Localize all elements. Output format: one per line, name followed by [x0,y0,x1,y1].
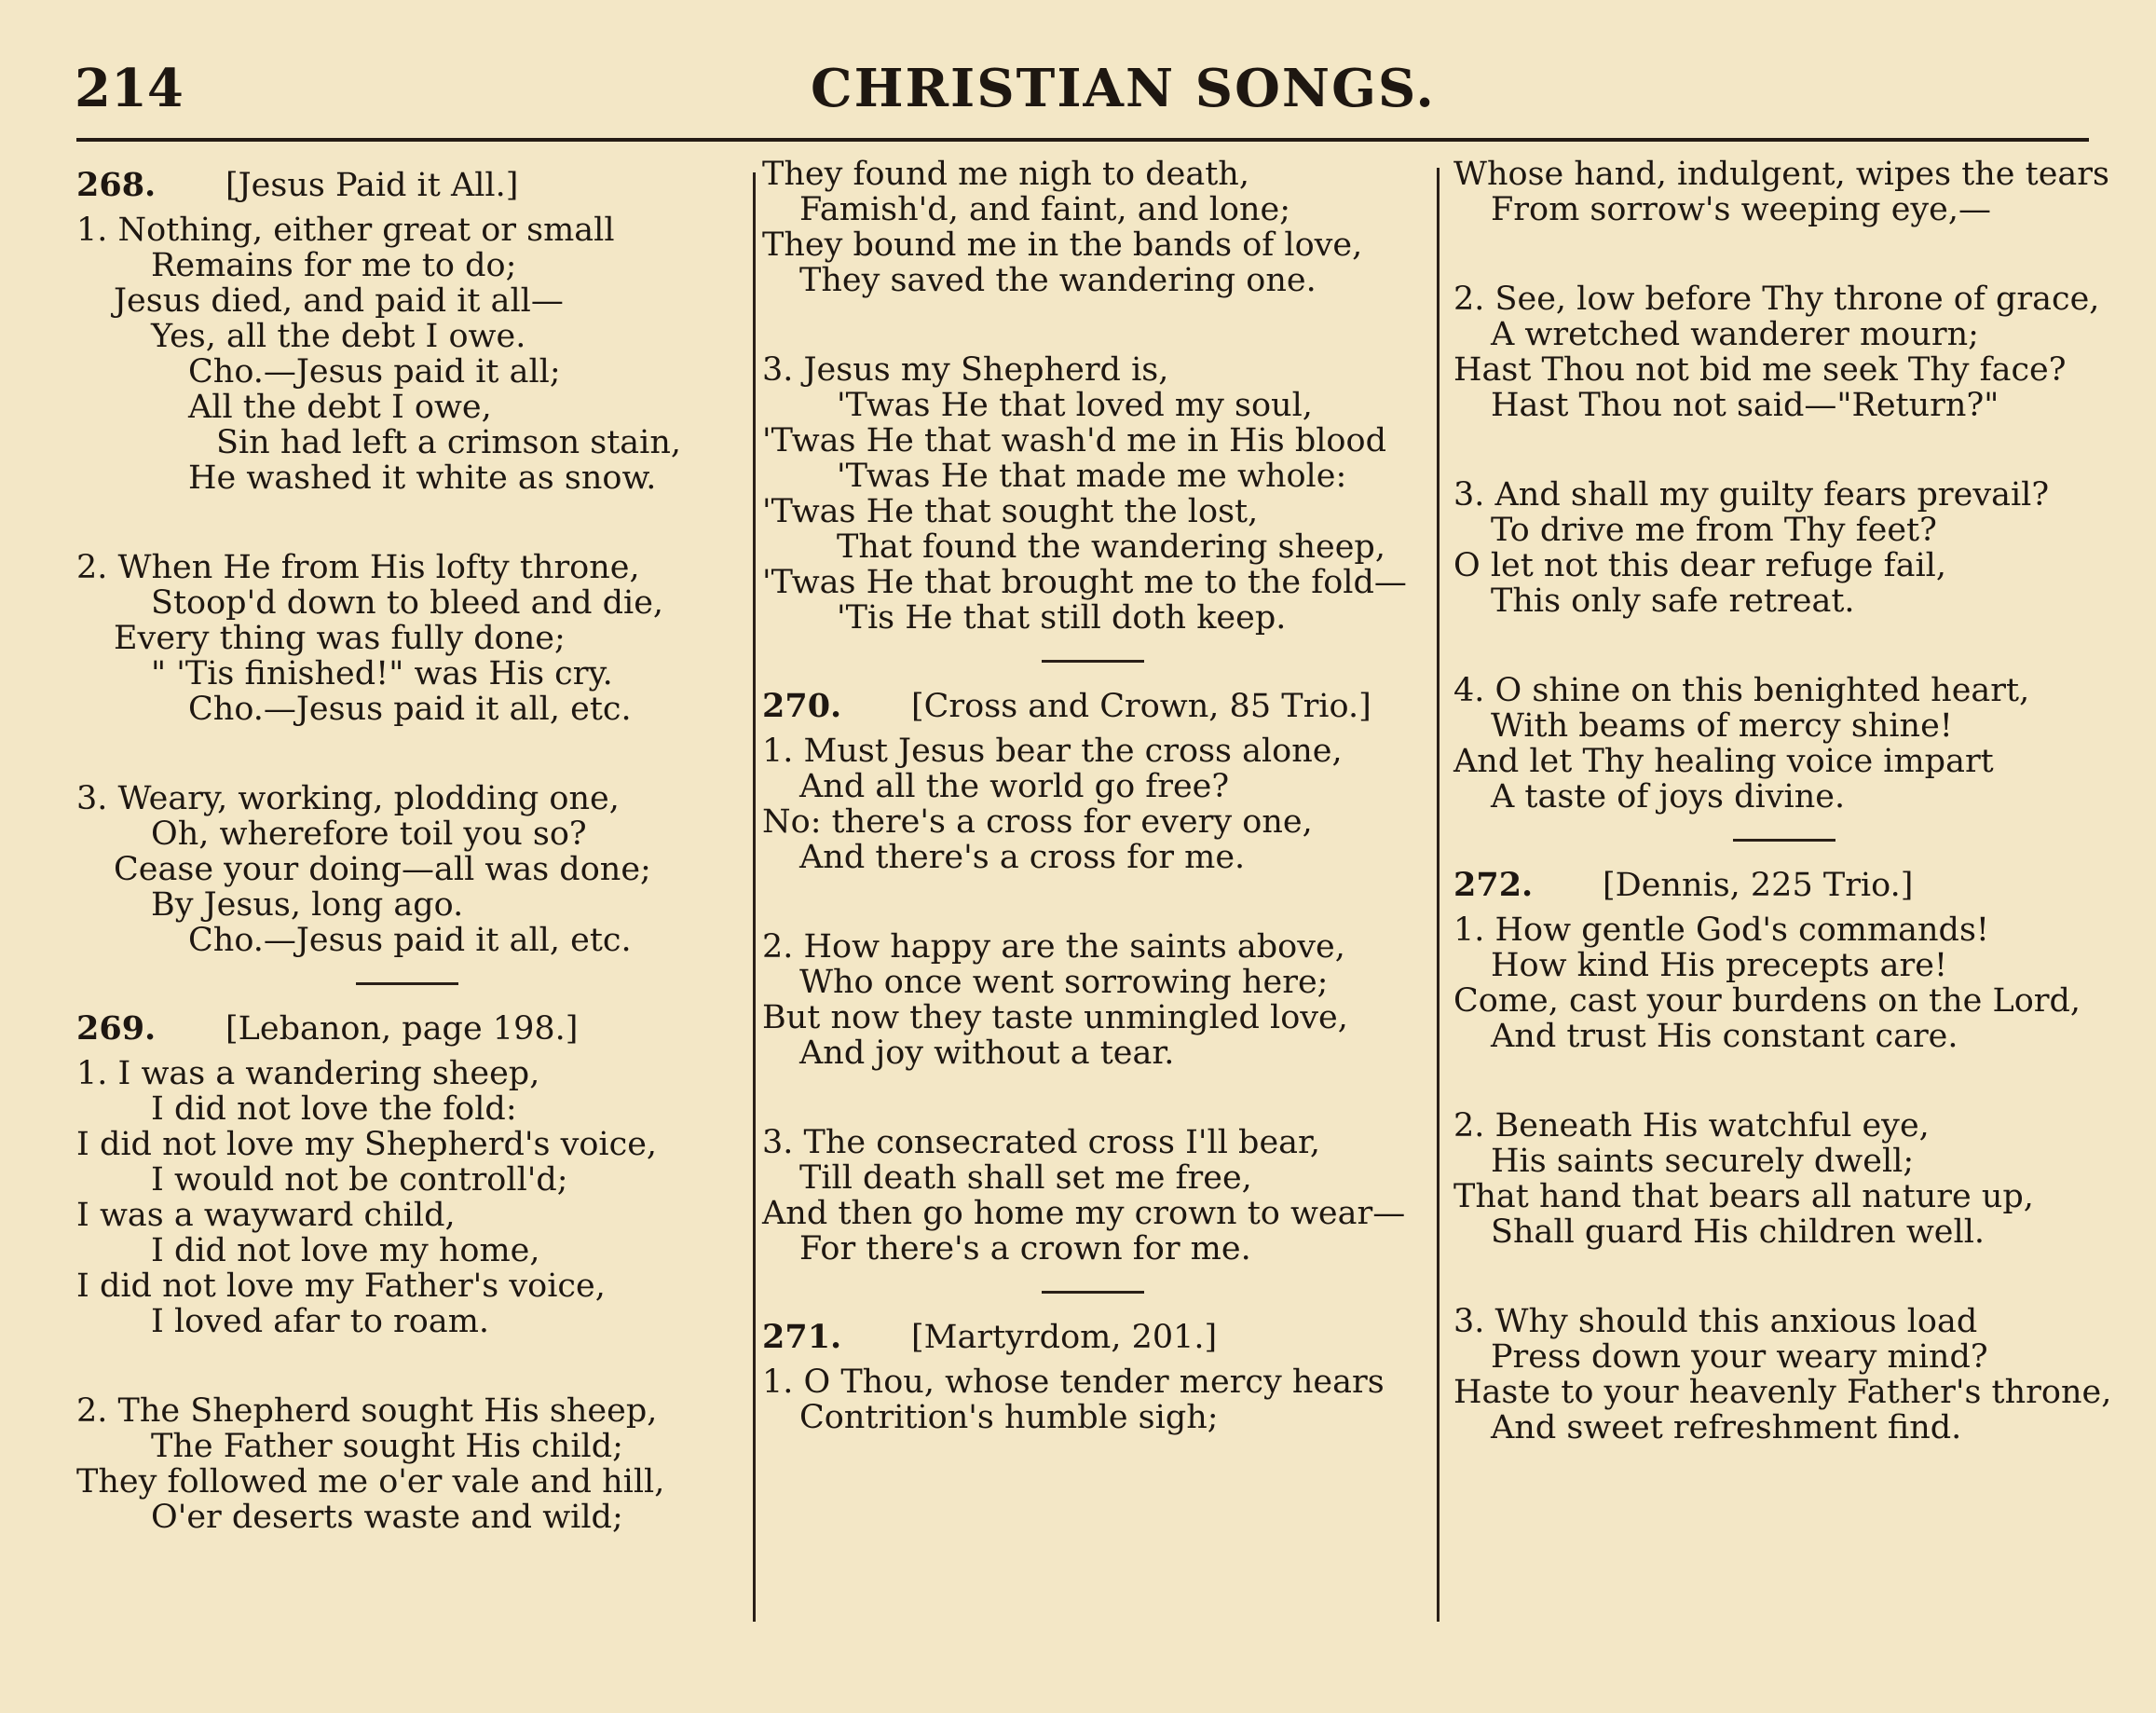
stanza-gap [76,727,729,781]
verse-line: 1. How gentle God's commands! [1453,911,1989,949]
verse-line: 'Tis He that still doth keep. [837,599,1287,637]
hymn-heading [762,1320,1433,1355]
verse-line: 2. See, low before Thy throne of grace, [1453,281,2100,318]
header-rule [76,138,2089,142]
tune-reference: [Martyrdom, 201.] [911,1319,1218,1356]
section-rule [356,982,458,985]
verse-line: 3. The consecrated cross I'll bear, [762,1124,1321,1161]
verse-line: By Jesus, long ago. [151,886,464,924]
verse-line: I did not love my Father's voice, [76,1268,606,1305]
verse-line: And joy without a tear. [799,1035,1175,1072]
verse-line: With beams of mercy shine! [1491,707,1953,745]
verse-line: Stoop'd down to bleed and die, [151,584,664,622]
verse-line: I would not be controll'd; [151,1161,568,1199]
verse-line: Who once went sorrowing here; [799,964,1329,1001]
verse-line: 'Twas He that sought the lost, [762,493,1259,530]
verse-line: For there's a crown for me. [799,1230,1251,1268]
hymn-heading [762,689,1433,724]
hymn-heading [76,1011,729,1047]
stanza-gap [762,298,1433,352]
verse-line: 3. And shall my guilty fears prevail? [1453,476,2050,514]
verse-line: And there's a cross for me. [799,839,1246,876]
verse-line: 3. Why should this anxious load [1453,1303,1978,1340]
verse-line: How kind His precepts are! [1491,947,1948,984]
verse-line: 1. I was a wandering sheep, [76,1055,540,1092]
section-rule [1042,660,1144,663]
verse-line: 'Twas He that brought me to the fold— [762,564,1407,601]
verse-line: 1. Must Jesus bear the cross alone, [762,733,1343,770]
stanza-gap [1453,619,2124,673]
section-rule [1042,1291,1144,1294]
verse-line: They followed me o'er vale and hill, [76,1463,665,1501]
verse-line: Famish'd, and faint, and lone; [799,191,1290,228]
verse-line: From sorrow's weeping eye,— [1491,191,1992,228]
verse-line: And sweet refreshment find. [1491,1409,1962,1446]
verse-line: I did not love my Shepherd's voice, [76,1126,658,1163]
verse-line: Till death shall set me free, [799,1159,1252,1197]
verse-line: I did not love my home, [151,1232,540,1269]
verse-line: And trust His constant care. [1491,1018,1958,1055]
stanza-gap [1453,1054,2124,1108]
verse-line: Oh, wherefore toil you so? [151,815,587,853]
verse-line: They found me nigh to death, [762,156,1249,193]
column-divider-right [1437,168,1440,1622]
column-right [1453,157,2124,1446]
verse-line: O'er deserts waste and wild; [151,1499,623,1536]
verse-line: Come, cast your burdens on the Lord, [1453,982,2081,1020]
verse-line: I was a wayward child, [76,1197,456,1234]
verse-line: I loved afar to roam. [151,1303,490,1340]
verse-line: 2. The Shepherd sought His sheep, [76,1392,658,1430]
verse-line: They bound me in the bands of love, [762,226,1363,264]
hymn-number: 271. [762,1318,842,1356]
verse-line: Cho.—Jesus paid it all, etc. [188,691,632,728]
verse-line: Whose hand, indulgent, wipes the tears [1453,156,2109,193]
verse-line: They saved the wandering one. [799,262,1317,299]
verse-line: Shall guard His children well. [1491,1213,1985,1251]
column-middle [762,157,1433,1435]
verse-line: 2. When He from His lofty throne, [76,549,640,586]
verse-line: No: there's a cross for every one, [762,803,1313,841]
verse-line: 'Twas He that wash'd me in His blood [762,422,1386,459]
verse-line: 2. How happy are the saints above, [762,928,1345,966]
stanza-gap [76,496,729,550]
verse-line: Cho.—Jesus paid it all; [188,353,561,391]
verse-line: That found the wandering sheep, [837,528,1385,566]
verse-line: That hand that bears all nature up, [1453,1178,2034,1215]
verse-line: And let Thy healing voice impart [1453,743,1994,780]
verse-line: Remains for me to do; [151,247,517,284]
column-divider-left [753,172,756,1622]
hymn-number: 270. [762,687,842,725]
tune-reference: [Dennis, 225 Trio.] [1603,867,1914,904]
verse-line: His saints securely dwell; [1491,1143,1915,1180]
column-left [76,157,729,1535]
verse-line: Press down your weary mind? [1491,1338,1988,1376]
verse-line: Contrition's humble sigh; [799,1399,1219,1436]
verse-line: This only safe retreat. [1491,582,1855,620]
verse-line: Yes, all the debt I owe. [151,318,526,355]
stanza-gap [1453,1250,2124,1304]
verse-line: 4. O shine on this benighted heart, [1453,672,2030,709]
verse-line: He washed it white as snow. [188,459,657,497]
verse-line: To drive me from Thy feet? [1491,512,1937,549]
hymn-number: 269. [76,1009,157,1048]
verse-line: 3. Weary, working, plodding one, [76,780,620,817]
verse-line: I did not love the fold: [151,1090,517,1128]
hymn-heading [1453,868,2124,903]
verse-line: The Father sought His child; [151,1428,623,1465]
stanza-gap [1453,423,2124,477]
verse-line: Sin had left a crimson stain, [216,424,681,461]
verse-line: 'Twas He that loved my soul, [837,387,1313,424]
verse-line: A taste of joys divine. [1491,778,1846,815]
stanza-gap [76,1339,729,1393]
verse-line: Every thing was fully done; [114,620,566,657]
verse-line: Jesus died, and paid it all— [114,282,564,320]
verse-line: Hast Thou not said—"Return?" [1491,387,1999,424]
verse-line: All the debt I owe, [188,389,492,426]
verse-line: But now they taste unmingled love, [762,999,1348,1036]
verse-line: Cho.—Jesus paid it all, etc. [188,922,632,959]
tune-reference: [Cross and Crown, 85 Trio.] [911,688,1371,725]
verse-line: A wretched wanderer mourn; [1491,316,1979,353]
tune-reference: [Lebanon, page 198.] [225,1010,579,1048]
verse-line: " 'Tis finished!" was His cry. [151,655,613,692]
hymn-number: 268. [76,166,157,204]
verse-line: Cease your doing—all was done; [114,851,651,888]
verse-line: 2. Beneath His watchful eye, [1453,1107,1930,1144]
hymn-number: 272. [1453,866,1534,904]
verse-line: Hast Thou not bid me seek Thy face? [1453,351,2067,389]
verse-line: 1. O Thou, whose tender mercy hears [762,1364,1385,1401]
page-number: 214 [75,58,184,119]
section-rule [1733,839,1835,842]
verse-line: And then go home my crown to wear— [762,1195,1406,1232]
stanza-gap [1453,227,2124,281]
verse-line: 'Twas He that made me whole: [837,458,1347,495]
verse-line: 3. Jesus my Shepherd is, [762,351,1169,389]
verse-line: Haste to your heavenly Father's throne, [1453,1374,2112,1411]
stanza-gap [762,1071,1433,1125]
hymn-heading [76,168,729,203]
running-head: CHRISTIAN SONGS. [811,58,1436,119]
tune-reference: [Jesus Paid it All.] [225,167,519,204]
verse-line: And all the world go free? [799,768,1230,805]
stanza-gap [762,875,1433,929]
verse-line: 1. Nothing, either great or small [76,212,615,249]
verse-line: O let not this dear refuge fail, [1453,547,1946,584]
